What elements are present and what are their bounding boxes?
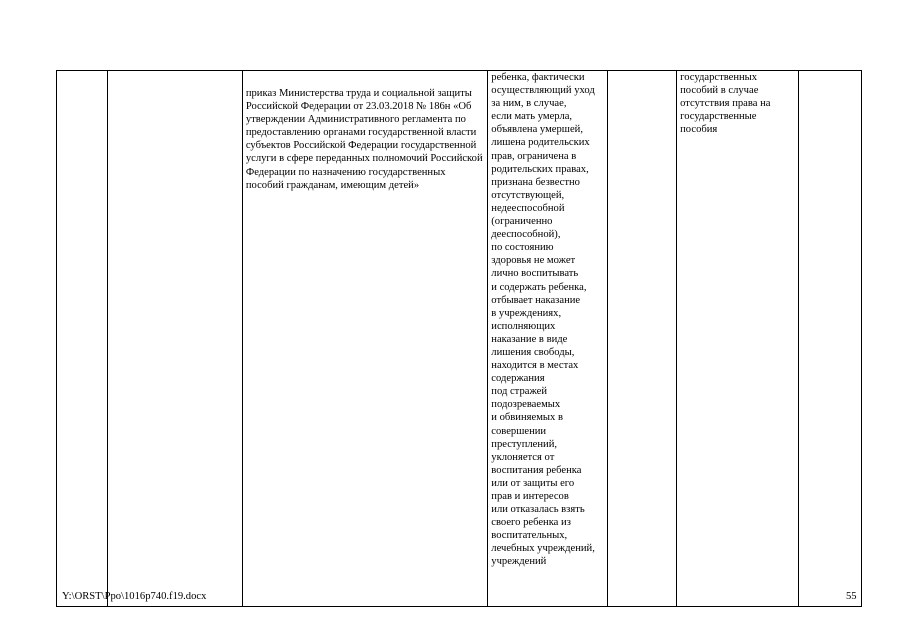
legal-act-text: приказ Министерства труда и социальной защиты Российской Федерации от 23.03.2018 № 186н «Об утверждении Административного регламента по предоставлению органами государственной власти субъектов Российской Федерации государственной услуги в сфере переданных полномочий Российской Федерации по назначению государственных пособий гражданам, имеющим детей» (245, 88, 483, 191)
footer-page-number: 55 (846, 591, 857, 602)
legal-table (56, 70, 862, 607)
table-cell-col5 (608, 71, 677, 607)
table-cell-refusal (677, 71, 799, 607)
table-cell-col2 (107, 71, 242, 607)
table-cell-legal-act (242, 71, 487, 607)
table-row (57, 71, 862, 607)
table-cell-col1 (57, 71, 108, 607)
table-cell-applicant (488, 71, 608, 607)
table-cell-col7 (799, 71, 862, 607)
applicant-conditions-text: ребенка, фактически осуществляющий уход за ним, в случае, если мать умерла, объявлена умершей, лишена родительских прав, ограничена в родительских правах, признана безвестно отсутствующей, недееспособной (ограниченно дееспособной), по состоянию здоровья не может лично воспитывать и содержать ребенка, отбывает наказание в учреждениях, исполняющих наказание в виде лишения свободы, находится в местах содержания под стражей подозреваемых и обвиняемых в совершении преступлений, уклоняется от воспитания ребенка или от защиты его прав и интересов или отказалась взять своего ребенка из воспитательных, лечебных учреждений, учреждений (491, 72, 595, 568)
footer-file-path: Y:\ORST\Ppo\1016p740.f19.docx (62, 591, 207, 602)
refusal-reason-text: государственных пособий в случае отсутствия права на государственные пособия (680, 72, 771, 136)
